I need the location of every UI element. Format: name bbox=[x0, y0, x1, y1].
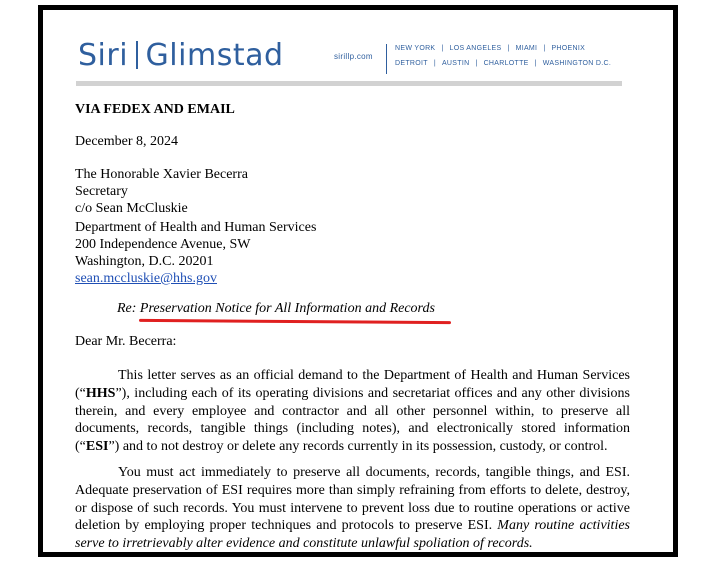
logo-word-siri: Siri bbox=[78, 38, 129, 73]
paragraph-line: serve to irretrievably alter evidence and constitute unlawful spoliation of records. bbox=[75, 536, 533, 552]
office-cities-line1: NEW YORK | LOS ANGELES | MIAMI | PHOENIX bbox=[395, 45, 586, 52]
recipient-department: Department of Health and Human Services bbox=[75, 220, 317, 235]
city: CHARLOTTE bbox=[483, 60, 529, 67]
firm-logo bbox=[78, 38, 284, 73]
office-cities-line2: DETROIT | AUSTIN | CHARLOTTE | WASHINGTON D.C. bbox=[395, 60, 612, 67]
paragraph-2 bbox=[75, 464, 630, 553]
logo-word-glimstad: Glimstad bbox=[145, 38, 284, 73]
paragraph-line: (“HHS”), including each of its operating divisions and secretariat offices and any other divisions bbox=[75, 385, 630, 401]
delivery-method: VIA FEDEX AND EMAIL bbox=[75, 102, 235, 117]
city: NEW YORK bbox=[395, 45, 436, 52]
city: DETROIT bbox=[395, 60, 428, 67]
paragraph-line: documents, records, tangible things (including notes), and electronically stored information bbox=[75, 421, 630, 437]
recipient-care-of: c/o Sean McCluskie bbox=[75, 201, 188, 216]
paragraph-line: therein, and every employee and contractor and all other personnel within, to preserve all bbox=[75, 403, 630, 419]
logo-divider bbox=[136, 41, 138, 69]
paragraph-line: or dispose of such records. You must intervene to prevent loss due to routine operations or active bbox=[75, 500, 630, 516]
city: PHOENIX bbox=[551, 45, 586, 52]
paragraph-line: deletion by employing proper techniques and protocols to preserve ESI. Many routine activities bbox=[75, 518, 630, 534]
city: WASHINGTON D.C. bbox=[542, 60, 612, 67]
recipient-name: The Honorable Xavier Becerra bbox=[75, 167, 248, 182]
recipient-street: 200 Independence Avenue, SW bbox=[75, 237, 251, 252]
subject-line: Re: Preservation Notice for All Information and Records bbox=[117, 301, 435, 316]
paragraph-line: Adequate preservation of ESI requires more than simply refraining from efforts to delete, destroy, bbox=[75, 482, 630, 498]
firm-website: sirillp.com bbox=[334, 52, 373, 61]
paragraph-line: You must act immediately to preserve all documents, records, tangible things, and ESI. bbox=[118, 465, 630, 480]
paragraph-line: (“ESI”) and to not destroy or delete any records currently in its possession, custody, or control. bbox=[75, 439, 608, 455]
paragraph-1 bbox=[75, 367, 630, 456]
city: MIAMI bbox=[515, 45, 538, 52]
recipient-title: Secretary bbox=[75, 184, 128, 199]
letterhead-divider bbox=[386, 44, 387, 74]
letterhead-rule bbox=[76, 81, 622, 86]
recipient-email-link[interactable]: sean.mccluskie@hhs.gov bbox=[75, 271, 217, 286]
city: AUSTIN bbox=[441, 60, 470, 67]
paragraph-line: This letter serves as an official demand to the Department of Health and Human Services bbox=[118, 368, 630, 383]
letter-date: December 8, 2024 bbox=[75, 134, 179, 149]
recipient-city: Washington, D.C. 20201 bbox=[75, 254, 214, 269]
salutation: Dear Mr. Becerra: bbox=[75, 334, 177, 349]
city: LOS ANGELES bbox=[449, 45, 502, 52]
